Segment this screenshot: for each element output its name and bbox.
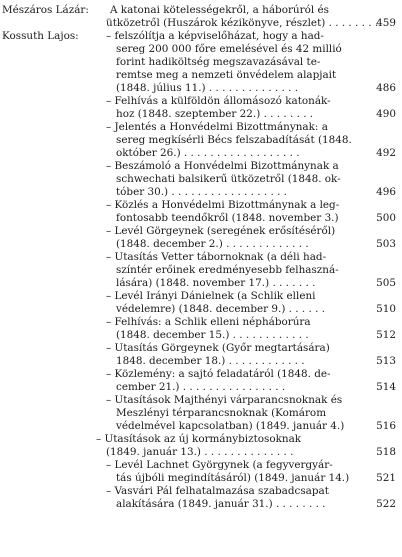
entry-line: – Közlemény: a sajtó feladatáról (1848. de- [106, 368, 331, 380]
page-number: 490 [376, 108, 396, 120]
entry-line: – Utasítások Majthényi várparancsnoknak és [106, 394, 343, 406]
author-meszaros: Mészáros Lázár: [2, 4, 89, 16]
toc-entry [106, 394, 356, 433]
toc-entry [106, 30, 356, 95]
entry-line: A katonai kötelességekről, a háborúról és [110, 4, 329, 16]
page-number: 486 [376, 82, 396, 94]
entry-line: lására) (1848. november 17.) . . . . . . . [116, 277, 316, 289]
entry-line: színtér erőinek eredményesebb felhaszná- [116, 264, 339, 276]
entry-line: remtse meg a nemzeti önvédelem alapjait [116, 69, 337, 81]
entry-line: (1848. december 15.) . . . . . . . . . . . . [116, 329, 309, 341]
toc-entry [106, 199, 356, 225]
entry-line: – Utasítás Vetter tábornoknak (a déli had- [106, 251, 327, 263]
toc-entry [106, 95, 356, 121]
entry-line: – Utasítás Görgeynek (Győr megtartására) [106, 342, 330, 354]
entry-line: – Vasvári Pál felhatalmazása szabadcsapat [106, 485, 329, 497]
entry-line: – Utasítások az új kormánybiztosoknak [96, 433, 302, 445]
entry-line: védelmével kapcsolatban) (1849. január 4.) [116, 420, 345, 432]
entry-line: Meszlényi térparancsnoknak (Komárom [116, 407, 327, 419]
toc-entry [106, 225, 356, 251]
entry-line: cember 21.) . . . . . . . . . . . . . . . . [116, 381, 286, 393]
entry-line: (1848. július 11.) . . . . . . . . . . . . . . [116, 82, 299, 94]
page-number: 505 [376, 277, 396, 289]
entry-line: fontosabb teendőkről (1848. november 3.) [116, 212, 339, 224]
page-number: 516 [376, 420, 396, 432]
entry-line: – Beszámoló a Honvédelmi Bizottmánynak a [106, 160, 339, 172]
page-number: 503 [376, 238, 396, 250]
toc-entry [106, 160, 356, 199]
toc-entry [106, 4, 379, 30]
entry-line: (1848. december 2.) . . . . . . . . . . . . . [116, 238, 309, 250]
entry-line: október 26.) . . . . . . . . . . . . . . . . . . [116, 147, 300, 159]
entry-line: – felszólítja a képviselőházat, hogy a had- [106, 30, 324, 42]
entry-line: (1849. január 13.) . . . . . . . . . . . . . . [106, 446, 294, 458]
page-number: 510 [376, 303, 396, 315]
page-number: 513 [376, 355, 396, 367]
page-number: 459 [376, 17, 396, 29]
entry-line: forint hadiköltség megszavazásával te- [116, 56, 321, 68]
page-number: 500 [376, 212, 396, 224]
toc-entry [106, 342, 356, 368]
entry-line: – Levél Irányi Dánielnek (a Schlik elleni [106, 290, 316, 302]
entry-line: sereg megkísérli Bécs felszabadítását (1848. [116, 134, 352, 146]
entry-line: – Levél Lachnet Györgynek (a fegyvergyár- [106, 459, 333, 471]
toc-entry [106, 459, 356, 485]
toc-entry [106, 251, 356, 290]
toc-entry [106, 485, 356, 511]
entry-line: tóber 30.) . . . . . . . . . . . . . . . . . . [116, 186, 287, 198]
toc-entry [96, 433, 356, 459]
entry-line: – Jelentés a Honvédelmi Bizottmánynak: a [106, 121, 328, 133]
page-number: 492 [376, 147, 396, 159]
entry-line: – Felhívás a külföldön állomásozó katonák- [106, 95, 331, 107]
entry-line: – Levél Görgeynek (seregének erősítéséről) [106, 225, 336, 237]
entry-line: – Közlés a Honvédelmi Bizottmánynak a leg- [106, 199, 340, 211]
entry-line: sereg 200 000 főre emelésével és 42 millió [116, 43, 342, 55]
page-number: 496 [376, 186, 396, 198]
toc-entry [106, 368, 356, 394]
entry-line: védelemre) (1848. december 9.) . . . . . . [116, 303, 326, 315]
toc-entry [106, 290, 356, 316]
page-number: 521 [376, 472, 396, 484]
entry-line: schwechati balsikerű ütközetről (1848. ok- [116, 173, 341, 185]
page-number: 514 [376, 381, 396, 393]
page-number: 518 [376, 446, 396, 458]
entry-line: – Felhívás: a Schlik elleni népháborúra [106, 316, 311, 328]
entry-line: hoz (1848. szeptember 22.) . . . . . . . . [116, 108, 314, 120]
page-number: 522 [376, 498, 396, 510]
entry-line: tás újbóli megindításáról) (1849. január 14.) [116, 472, 350, 484]
author-kossuth: Kossuth Lajos: [2, 30, 79, 42]
page-number: 512 [376, 329, 396, 341]
toc-entry [106, 121, 356, 160]
entry-line: alakítására (1849. január 31.) . . . . . . . . [116, 498, 326, 510]
entry-line: 1848. december 18.) . . . . . . . . . . . . [116, 355, 305, 367]
entry-line: ütközetről (Huszárok kézikönyve, részlet) . . . . . . . . [106, 17, 379, 29]
toc-entry [106, 316, 356, 342]
